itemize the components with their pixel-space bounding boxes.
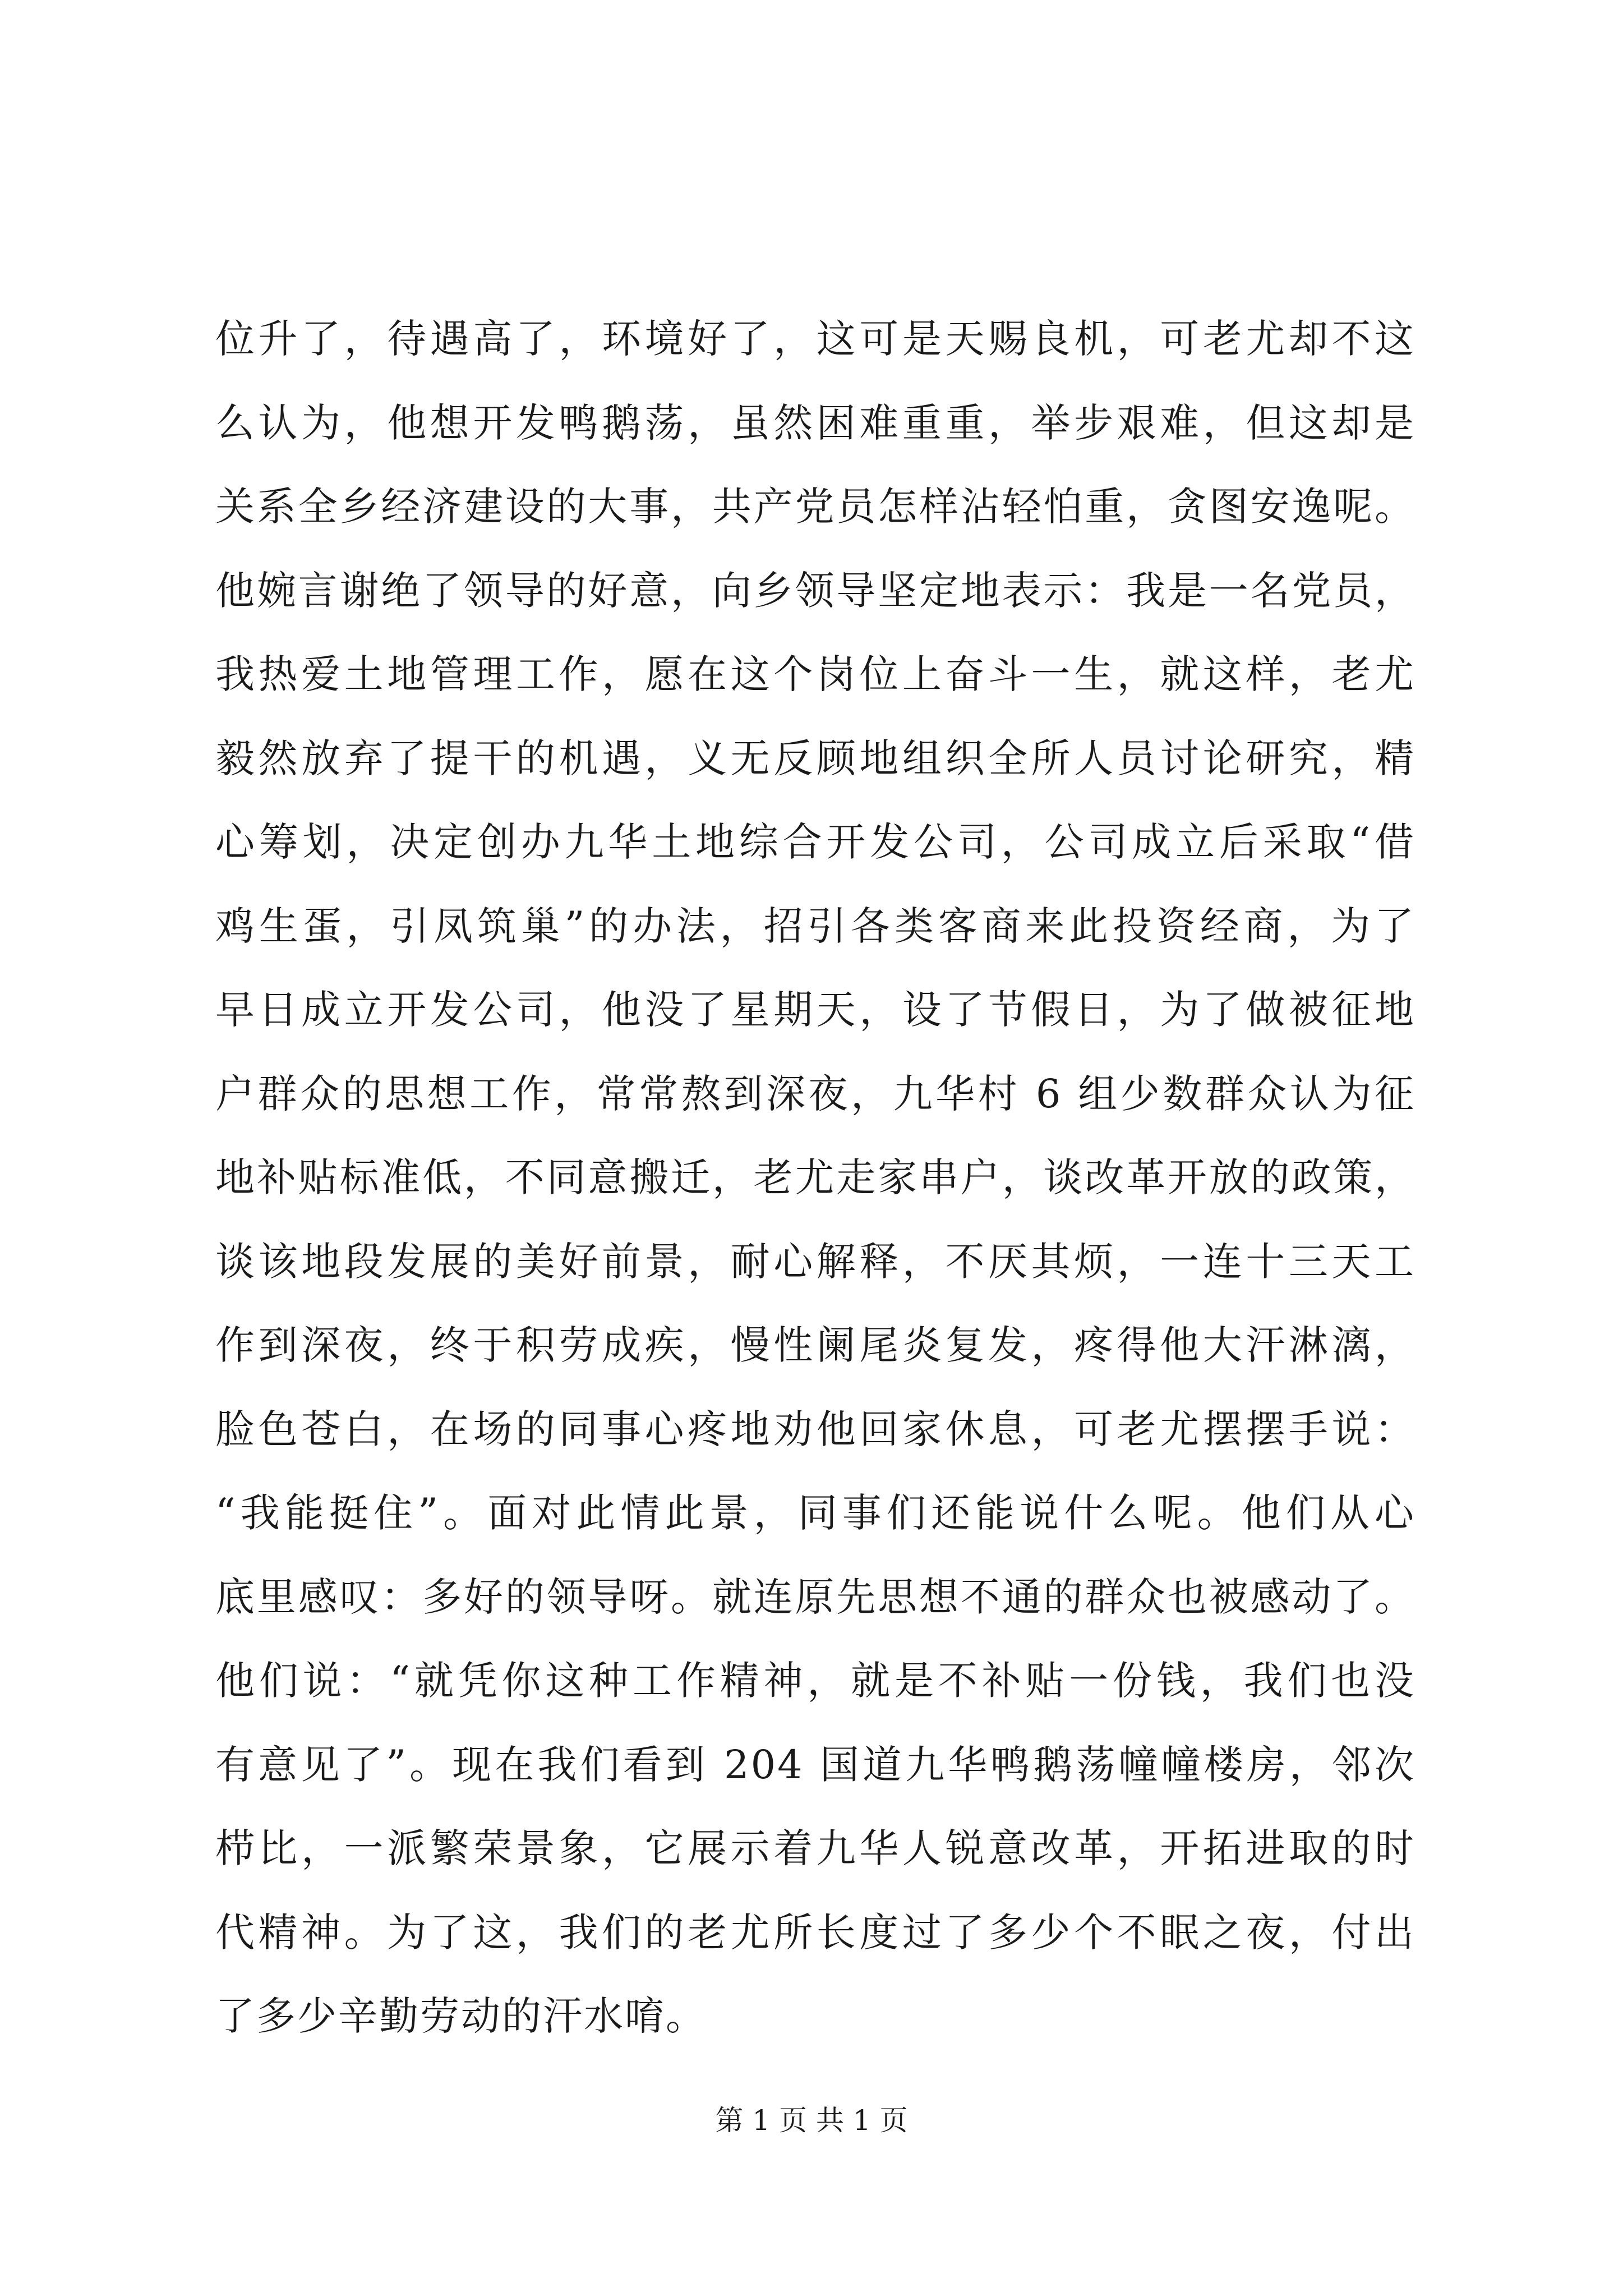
text-line: 么认为，他想开发鸭鹅荡，虽然困难重重，举步艰难，但这却是 [215,399,1415,446]
text-line: 鸡生蛋，引凤筑巢”的办法，招引各类客商来此投资经商，为了 [215,903,1415,949]
text-line: 他们说：“就凭你这种工作精神，就是不补贴一份钱，我们也没 [215,1658,1415,1704]
page-number-footer: 第 1 页 共 1 页 [715,2104,908,2137]
text-line: 毅然放弃了提干的机遇，义无反顾地组织全所人员讨论研究，精 [215,735,1415,781]
text-line: 早日成立开发公司，他没了星期天，设了节假日，为了做被征地 [215,987,1415,1033]
text-line: 底里感叹：多好的领导呀。就连原先思想不通的群众也被感动了。 [215,1573,1415,1620]
text-line: 心筹划，决定创办九华土地综合开发公司，公司成立后采取“借 [215,819,1415,865]
text-line: 地补贴标准低，不同意搬迁，老尤走家串户，谈改革开放的政策， [215,1154,1415,1200]
text-line: 栉比，一派繁荣景象，它展示着九华人锐意改革，开拓进取的时 [215,1825,1415,1871]
text-line: 他婉言谢绝了领导的好意，向乡领导坚定地表示：我是一名党员， [215,567,1415,614]
text-line: 谈该地段发展的美好前景，耐心解释，不厌其烦，一连十三天工 [215,1238,1415,1285]
text-line: 户群众的思想工作，常常熬到深夜，九华村 6 组少数群众认为征 [215,1070,1415,1117]
text-line: 代精神。为了这，我们的老尤所长度过了多少个不眠之夜，付出 [215,1909,1415,1955]
text-line: 位升了，待遇高了，环境好了，这可是天赐良机，可老尤却不这 [215,316,1415,362]
text-line: 作到深夜，终于积劳成疾，慢性阑尾炎复发，疼得他大汗淋漓， [215,1322,1415,1368]
text-line: “我能挺住”。面对此情此景，同事们还能说什么呢。他们从心 [215,1490,1415,1536]
text-line: 关系全乡经济建设的大事，共产党员怎样沾轻怕重，贪图安逸呢。 [215,484,1415,530]
body-paragraph [215,297,1415,2059]
text-line: 脸色苍白，在场的同事心疼地劝他回家休息，可老尤摆摆手说： [215,1406,1415,1452]
text-line: 有意见了”。现在我们看到 204 国道九华鸭鹅荡幢幢楼房，邻次 [215,1741,1415,1788]
text-line: 了多少辛勤劳动的汗水唷。 [215,1993,707,2039]
text-line: 我热爱土地管理工作，愿在这个岗位上奋斗一生，就这样，老尤 [215,651,1415,697]
